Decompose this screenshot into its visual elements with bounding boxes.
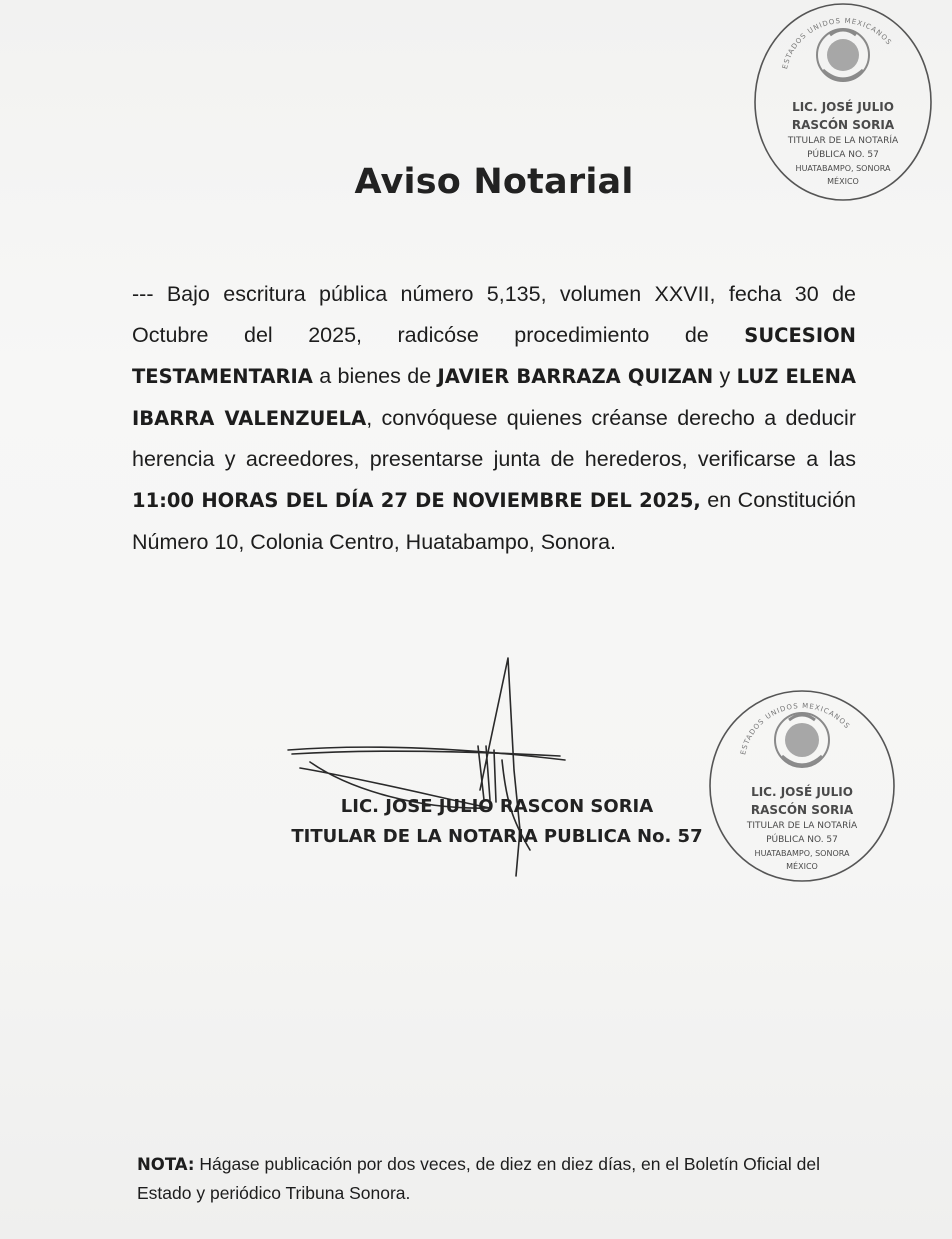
body-bold-date: 11:00 HORAS DEL DÍA 27 DE NOVIEMBRE DEL 2025, — [132, 488, 701, 512]
body-text-4: , convóquese quienes créanse derecho a deducir herencia y acreedores, presentarse junta de herederos, verificarse a las — [132, 405, 856, 472]
seal-line-2: RASCÓN SORIA — [750, 803, 854, 817]
publication-note — [137, 1150, 859, 1208]
seal-line-1: LIC. JOSÉ JULIO — [751, 785, 853, 799]
notary-seal-bottom — [704, 686, 900, 886]
seal-line-1: LIC. JOSÉ JULIO — [792, 100, 894, 114]
note-label: NOTA: — [137, 1155, 195, 1174]
svg-text:ESTADOS UNIDOS MEXICANOS: ESTADOS UNIDOS MEXICANOS — [739, 701, 852, 756]
seal-line-3: TITULAR DE LA NOTARÍA — [787, 136, 899, 146]
seal-line-6: MÉXICO — [786, 862, 818, 871]
seal-line-6: MÉXICO — [827, 177, 859, 186]
seal-line-4: PÚBLICA NO. 57 — [807, 150, 879, 160]
body-text-1: --- Bajo escritura pública número 5,135, volumen XXVII, fecha 30 de Octubre del 2025, radicóse procedimiento de — [132, 282, 856, 347]
notice-body — [132, 274, 856, 562]
note-text: Hágase publicación por dos veces, de diez en diez días, en el Boletín Oficial del Estado y periódico Tribuna Sonora. — [137, 1154, 820, 1203]
body-text-2: a bienes de — [312, 364, 438, 389]
body-text-5: en Constitución Número 10, Colonia Centro, Huatabampo, Sonora. — [132, 487, 856, 554]
page-title: Aviso Notarial — [354, 162, 634, 202]
seal-line-2: RASCÓN SORIA — [791, 118, 895, 132]
body-bold-procedure: SUCESION TESTAMENTARIA — [132, 323, 856, 389]
signatory-block — [272, 792, 722, 852]
svg-text:ESTADOS UNIDOS MEXICANOS: ESTADOS UNIDOS MEXICANOS — [781, 16, 894, 70]
signatory-name: LIC. JOSE JULIO RASCON SORIA — [340, 796, 654, 817]
body-bold-deceased-1: JAVIER BARRAZA QUIZAN — [437, 365, 714, 389]
seal-line-5: HUATABAMPO, SONORA — [795, 164, 891, 173]
body-text-3: y — [713, 364, 737, 389]
signatory-position: TITULAR DE LA NOTARIA PUBLICA No. 57 — [291, 826, 703, 847]
body-bold-deceased-2: LUZ ELENA IBARRA VALENZUELA — [132, 365, 857, 430]
seal-line-4: PÚBLICA NO. 57 — [766, 835, 838, 845]
seal-line-3: TITULAR DE LA NOTARÍA — [746, 821, 858, 831]
seal-line-5: HUATABAMPO, SONORA — [754, 849, 850, 858]
